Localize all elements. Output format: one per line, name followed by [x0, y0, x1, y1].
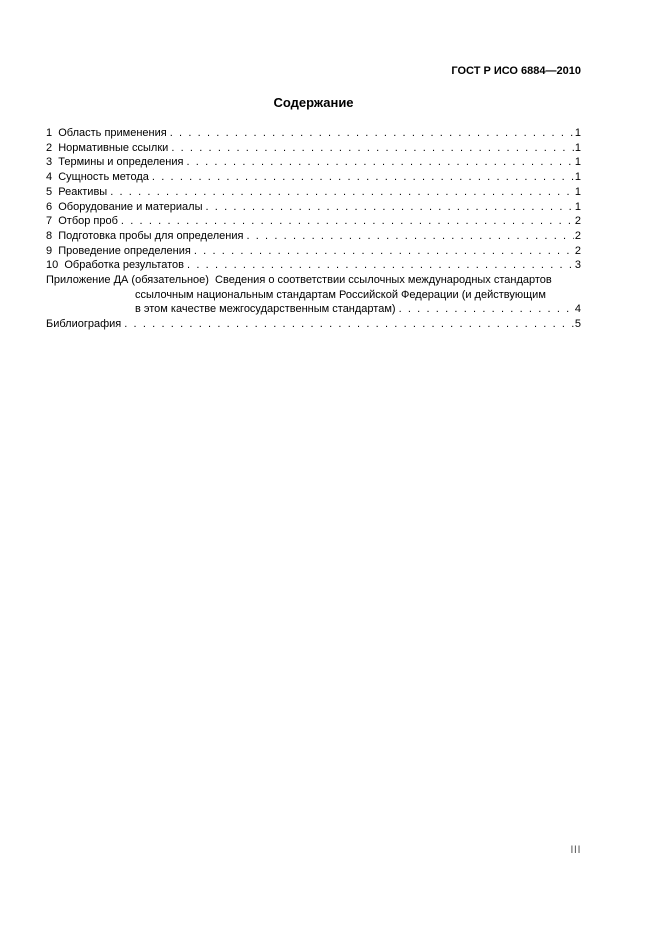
toc-dot-leader — [121, 214, 574, 229]
toc-page-number: 1 — [574, 127, 581, 139]
toc-entry-label: 1 Область применения — [46, 127, 167, 139]
toc-dot-leader — [110, 185, 574, 200]
toc-page-number: 1 — [574, 185, 581, 198]
toc-entry-label: 5 Реактивы — [46, 185, 108, 198]
toc-dot-leader — [205, 200, 573, 215]
toc-entry-label: 7 Отбор проб — [46, 215, 118, 228]
toc-entry-label: 8 Подготовка пробы для определения — [46, 229, 244, 242]
toc-dot-leader — [171, 141, 574, 156]
toc-entry — [46, 244, 581, 259]
toc-page-number: 3 — [574, 259, 581, 272]
toc-entry — [46, 288, 581, 303]
toc-entry — [46, 214, 581, 229]
toc-entry — [46, 200, 581, 215]
document-code-header: ГОСТ Р ИСО 6884—2010 — [451, 65, 581, 77]
folio-page-number: III — [570, 844, 581, 856]
toc-entry — [46, 170, 581, 185]
toc-dot-leader — [152, 170, 574, 185]
toc-page-number: 2 — [574, 244, 581, 257]
toc-entry-label: в этом качестве межгосударственным стандартам) — [135, 303, 396, 316]
toc-dot-leader — [186, 155, 573, 170]
toc-entry — [46, 185, 581, 200]
toc-dot-leader — [194, 244, 574, 259]
toc-page-number: 2 — [574, 229, 581, 242]
toc-dot-leader — [246, 229, 573, 244]
toc-entry-label: Приложение ДА (обязательное) Сведения о соответствии ссылочных международных стандартов — [46, 274, 552, 287]
toc-entry — [46, 302, 581, 317]
toc-entry-label: 2 Нормативные ссылки — [46, 141, 169, 154]
toc-entry — [46, 258, 581, 273]
toc-entry-label: Библиография — [46, 318, 122, 331]
toc-entry-label: 3 Термины и определения — [46, 156, 184, 169]
toc-page-number: 5 — [574, 318, 581, 331]
toc-entry — [46, 229, 581, 244]
toc-entry — [46, 155, 581, 170]
toc-entry — [46, 126, 581, 141]
toc-entry — [46, 273, 581, 288]
toc-page-number: 4 — [574, 303, 581, 316]
toc-page-number: 1 — [574, 200, 581, 213]
toc-entry-label: 6 Оборудование и материалы — [46, 200, 203, 213]
page-title: Содержание — [273, 95, 354, 110]
toc-page-number: 2 — [574, 215, 581, 228]
toc-entry-label: 10 Обработка результатов — [46, 259, 185, 272]
toc-entry-label: 4 Сущность метода — [46, 171, 149, 184]
toc-dot-leader — [187, 258, 574, 273]
toc-page-number: 1 — [574, 156, 581, 169]
toc-entry — [46, 141, 581, 156]
toc-dot-leader — [170, 126, 574, 141]
toc-entry — [46, 317, 581, 332]
toc-dot-leader — [124, 317, 574, 332]
toc-page-number: 1 — [574, 141, 581, 154]
toc-page-number: 1 — [574, 171, 581, 184]
toc-dot-leader — [399, 302, 574, 317]
toc-entry-label: 9 Проведение определения — [46, 244, 191, 257]
toc-list — [46, 126, 581, 332]
toc-entry-label: ссылочным национальным стандартам Российской Федерации (и действующим — [135, 288, 546, 301]
